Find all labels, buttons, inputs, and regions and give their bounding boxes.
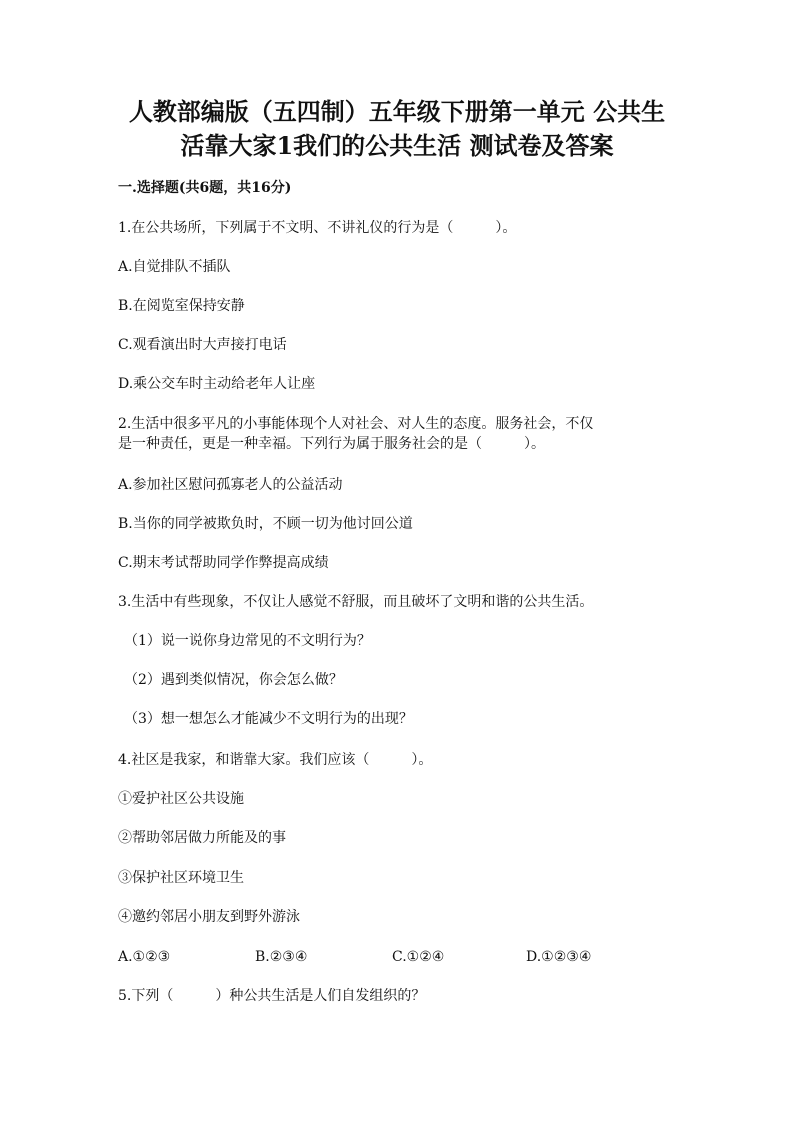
question-4-option-b: B.②③④ [255, 949, 308, 965]
question-4-stem: 4.社区是我家，和谐靠大家。我们应该（ ）。 [118, 752, 433, 768]
title-line-1: 人教部编版（五四制）五年级下册第一单元 公共生 [128, 97, 666, 126]
question-3-sub-2: （2）遇到类似情况，你会怎么做？ [124, 672, 343, 688]
question-4-item-4: ④邀约邻居小朋友到野外游泳 [118, 909, 300, 925]
section-heading: 一.选择题(共6题，共16分) [118, 180, 292, 196]
document-title [60, 95, 734, 163]
question-4-item-2: ②帮助邻居做力所能及的事 [118, 830, 286, 846]
question-2-option-c: C.期末考试帮助同学作弊提高成绩 [118, 555, 329, 571]
question-2-option-b: B.当你的同学被欺负时，不顾一切为他讨回公道 [118, 516, 413, 532]
question-1-stem: 1.在公共场所，下列属于不文明、不讲礼仪的行为是（ ）。 [118, 220, 517, 236]
question-2-stem-line-2: 是一种责任，更是一种幸福。下列行为属于服务社会的是（ ）。 [118, 436, 545, 452]
question-4-item-3: ③保护社区环境卫生 [118, 870, 244, 886]
question-4-options [118, 947, 678, 967]
question-2-stem-line-1: 2.生活中很多平凡的小事能体现个人对社会、对人生的态度。服务社会，不仅 [118, 416, 594, 432]
title-line-2: 活靠大家1我们的公共生活 测试卷及答案 [180, 131, 614, 160]
question-4-item-1: ①爱护社区公共设施 [118, 791, 244, 807]
question-1-option-d: D.乘公交车时主动给老年人让座 [118, 376, 316, 392]
question-4-option-c: C.①②④ [392, 949, 445, 965]
question-2-option-a: A.参加社区慰问孤寡老人的公益活动 [118, 477, 343, 493]
question-3-stem: 3.生活中有些现象，不仅让人感觉不舒服，而且破坏了文明和谐的公共生活。 [118, 594, 594, 610]
question-3-sub-1: （1）说一说你身边常见的不文明行为？ [124, 633, 371, 649]
question-4-option-d: D.①②③④ [526, 949, 592, 965]
question-1-option-b: B.在阅览室保持安静 [118, 298, 245, 314]
question-5-stem: 5.下列（ ）种公共生活是人们自发组织的？ [118, 988, 426, 1004]
question-1-option-c: C.观看演出时大声接打电话 [118, 337, 287, 353]
question-3-sub-3: （3）想一想怎么才能减少不文明行为的出现？ [124, 711, 413, 727]
question-4-option-a: A.①②③ [118, 949, 171, 965]
question-1-option-a: A.自觉排队不插队 [118, 259, 231, 275]
